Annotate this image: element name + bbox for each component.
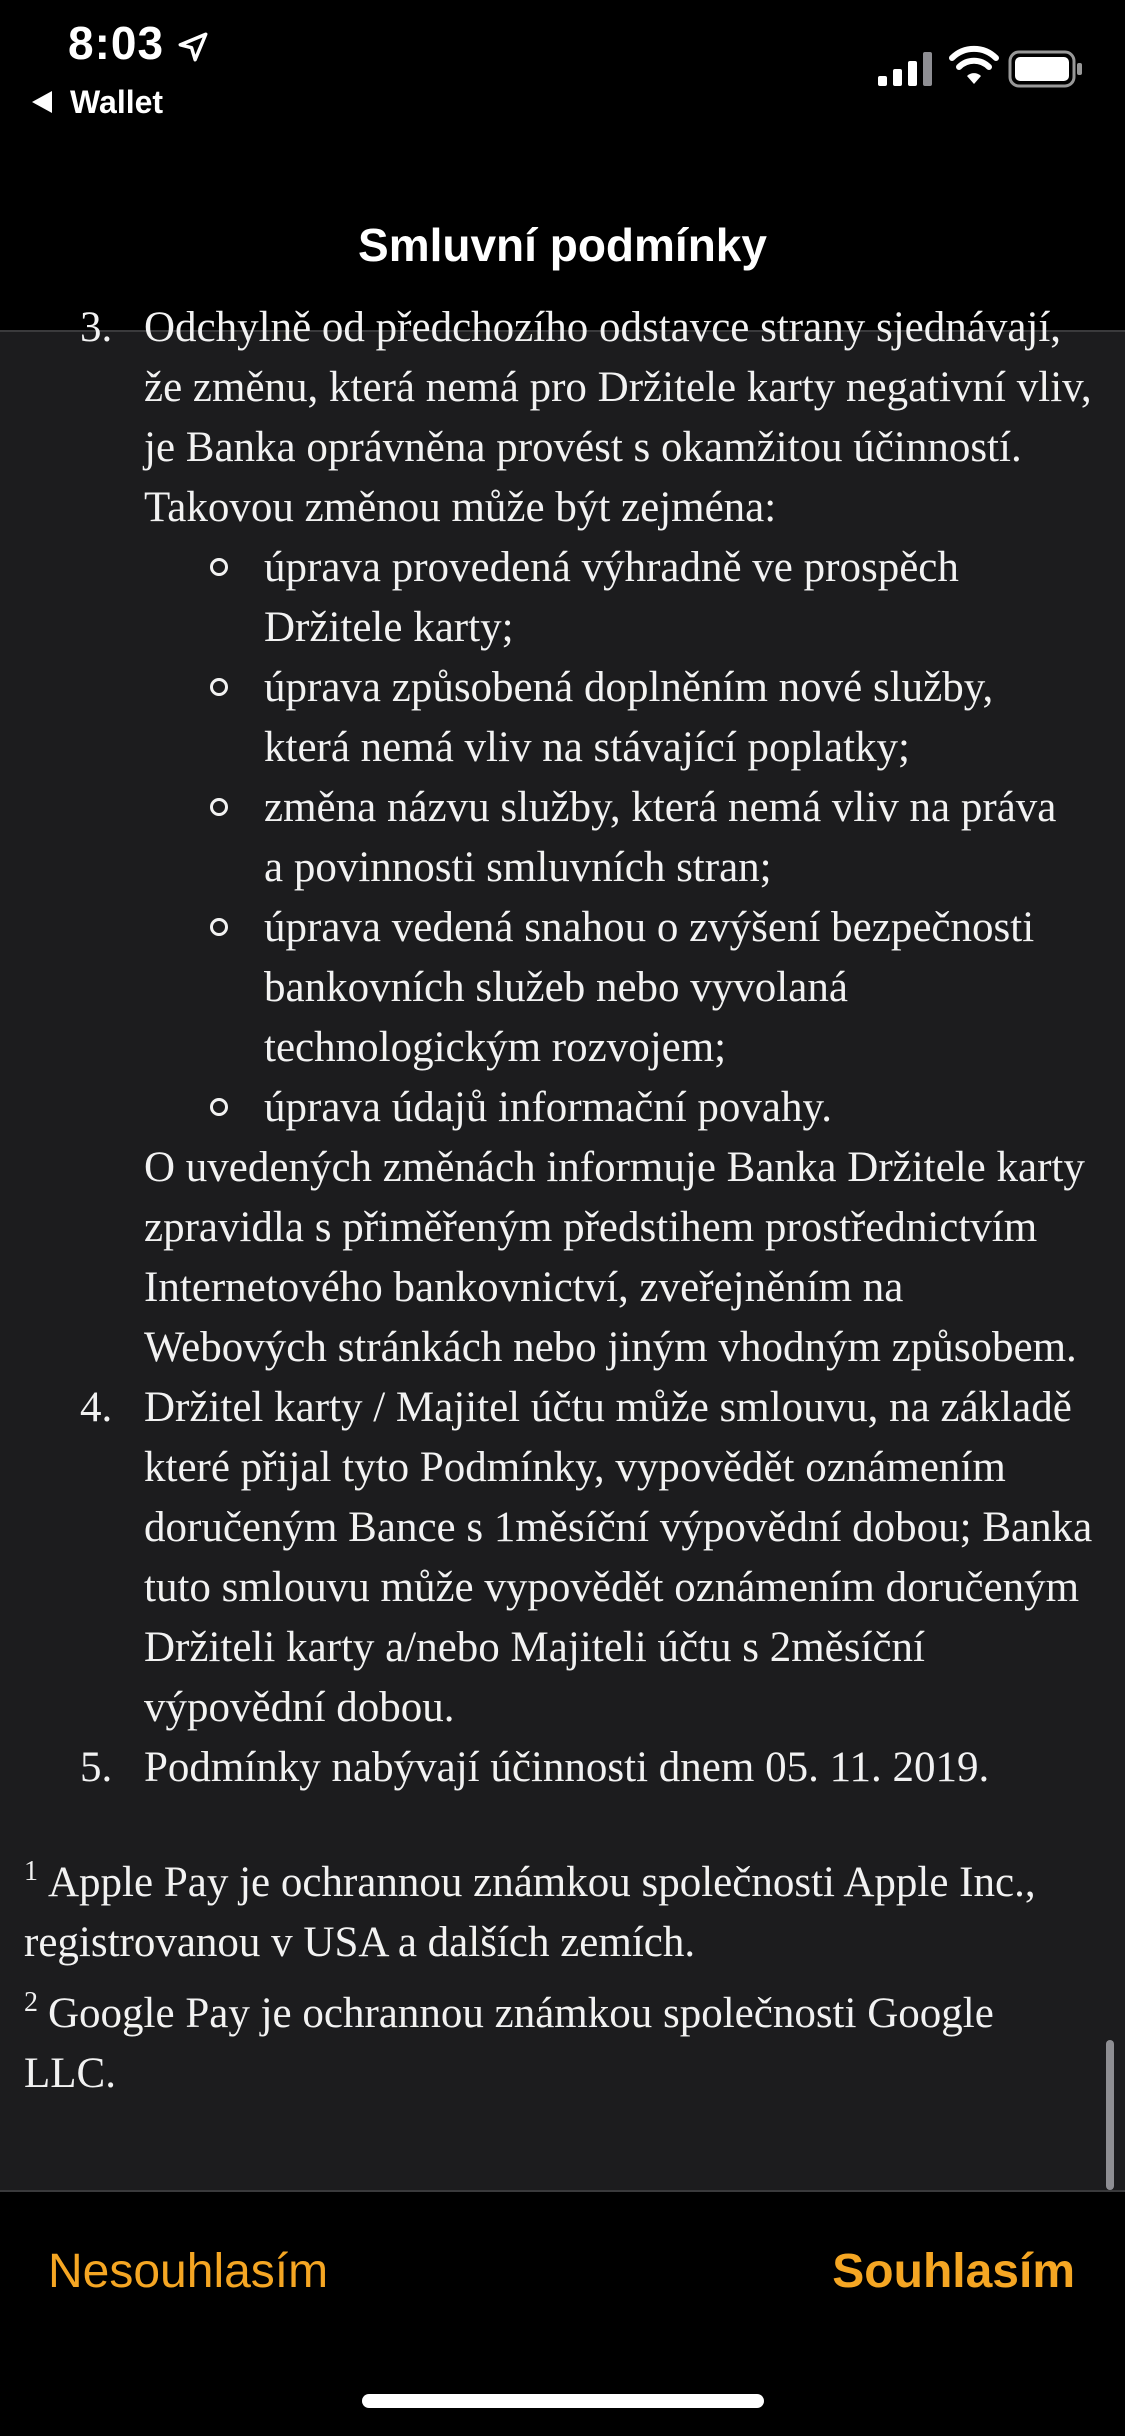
bullet-circle-icon — [210, 558, 228, 576]
battery-icon — [1008, 50, 1084, 88]
bullet-circle-icon — [210, 1098, 228, 1116]
sub-list-item: úprava vedená snahou o zvýšení bezpečnosti bankovních služeb nebo vyvolaná technologickým rozvojem; — [264, 898, 1095, 1078]
sub-list-item: úprava údajů informační povahy. — [264, 1078, 1095, 1138]
terms-item-3 — [0, 298, 1125, 1378]
decline-button[interactable]: Nesouhlasím — [48, 2245, 329, 2298]
cellular-signal-icon — [878, 52, 934, 86]
item-intro: Podmínky nabývají účinnosti dnem 05. 11. 2019. — [144, 1744, 990, 1791]
sub-list-item: úprava způsobená doplněním nové služby, která nemá vliv na stávající poplatky; — [264, 658, 1095, 778]
status-time: 8:03 — [68, 17, 165, 69]
item-number: 5. — [80, 1744, 113, 1791]
footnote — [24, 1973, 1095, 2104]
back-to-wallet-button[interactable] — [30, 82, 163, 122]
item-number: 3. — [80, 304, 113, 351]
back-triangle-icon — [30, 89, 54, 115]
sub-list — [144, 538, 1095, 1138]
footnotes — [0, 1842, 1125, 2104]
bullet-circle-icon — [210, 798, 228, 816]
item-outro: O uvedených změnách informuje Banka Držitele karty zpravidla s přiměřeným předstihem prostřednictvím Internetového bankovnictví, zveřejněním na Webových stránkách nebo jiným vhodným způsobem. — [144, 1144, 1085, 1371]
status-bar — [0, 0, 1125, 132]
item-intro: Držitel karty / Majitel účtu může smlouvu, na základě které přijal tyto Podmínky, vypovědět oznámením doručeným Bance s 1měsíční výpovědní dobou; Banka tuto smlouvu může vypovědět oznámením doručeným Držiteli karty a/nebo Majiteli účtu s 2měsíční výpovědní dobou. — [144, 1384, 1093, 1731]
item-intro: Odchylně od předchozího odstavce strany sjednávají, že změnu, která nemá pro Držitele karty negativní vliv, je Banka oprávněna provést s okamžitou účinností. Takovou změnou může být zejména: — [144, 304, 1092, 531]
terms-item-4 — [0, 1378, 1125, 1738]
terms-item-5 — [0, 1738, 1125, 1798]
footnote-mark: 1 — [24, 1856, 38, 1887]
sub-list-item: změna názvu služby, která nemá vliv na práva a povinnosti smluvních stran; — [264, 778, 1095, 898]
bullet-circle-icon — [210, 678, 228, 696]
back-app-label: Wallet — [70, 83, 164, 120]
sub-list-item: úprava provedená výhradně ve prospěch Držitele karty; — [264, 538, 1095, 658]
terms-text — [0, 298, 1125, 2104]
footnote — [24, 1842, 1095, 1973]
home-indicator[interactable] — [362, 2394, 764, 2408]
accept-button[interactable]: Souhlasím — [832, 2245, 1075, 2298]
item-number: 4. — [80, 1384, 113, 1431]
footnote-text: Apple Pay je ochrannou známkou společnosti Apple Inc., registrovanou v USA a dalších zemích. — [24, 1859, 1036, 1966]
scroll-indicator[interactable] — [1106, 2040, 1114, 2190]
terms-content[interactable] — [0, 304, 1125, 2190]
location-arrow-icon — [176, 30, 210, 64]
page-title: Smluvní podmínky — [358, 219, 767, 271]
wifi-icon — [950, 46, 998, 86]
footnote-text: Google Pay je ochrannou známkou společnosti Google LLC. — [24, 1990, 994, 2097]
bullet-circle-icon — [210, 918, 228, 936]
footnote-mark: 2 — [24, 1987, 38, 2018]
toolbar-divider — [0, 2190, 1125, 2192]
